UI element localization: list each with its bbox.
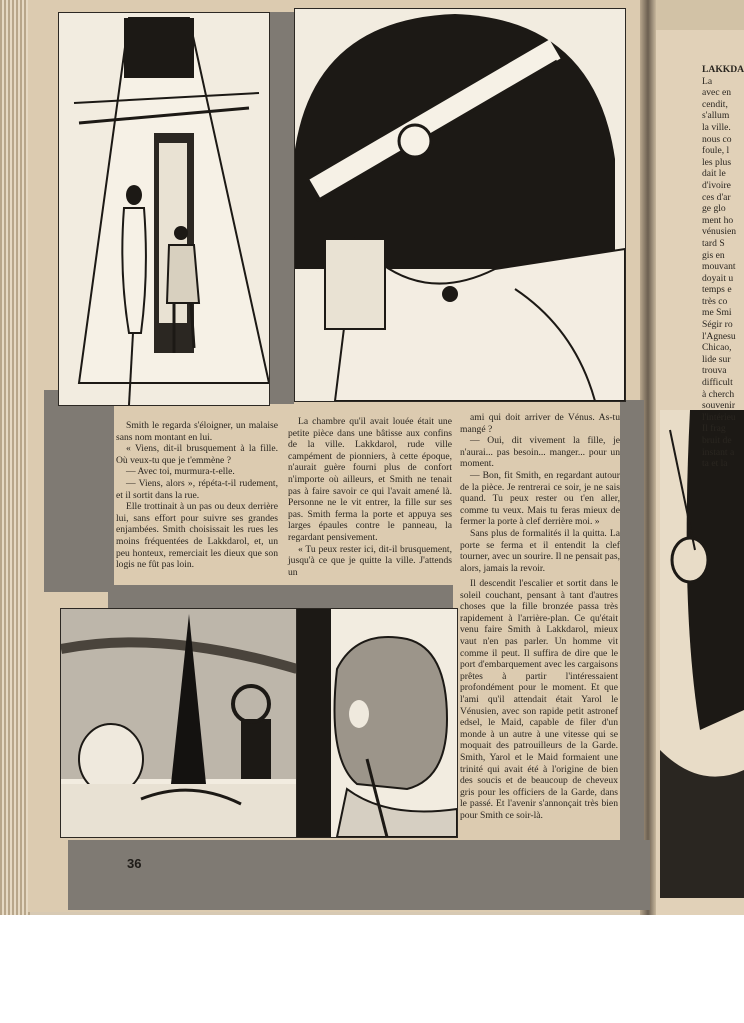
paragraph: « Viens, dit-il brusquement à la fille. Où veux-tu que je t'emmène ? — [116, 443, 278, 466]
facing-page-line: temps e — [702, 284, 732, 296]
text-column-2 — [288, 416, 452, 586]
page-edges — [0, 0, 30, 915]
facing-page-text — [702, 64, 744, 470]
facing-page-line: les plus — [702, 156, 732, 168]
illustration-facing-page-top — [656, 0, 744, 45]
facing-page-line: me Smi — [702, 307, 732, 319]
facing-page-line: trouva — [702, 365, 727, 377]
text-column-3 — [460, 412, 620, 572]
facing-page-top-art — [656, 0, 744, 45]
paragraph: « Tu peux rester ici, dit-il brusquement, jusqu'à ce que je quitte la ville. J'attends un — [288, 543, 452, 578]
facing-page-line: Ségir ro — [702, 319, 733, 331]
grey-band-left — [44, 390, 114, 592]
facing-page-line: très co — [702, 295, 728, 307]
facing-page-line: ge glo — [702, 203, 726, 215]
facing-page-line: Il frag — [702, 423, 726, 435]
facing-page-line: mouvant — [702, 261, 736, 273]
illustration-corridor-panel — [58, 12, 270, 406]
facing-page-line: La — [702, 75, 713, 87]
paragraph: Elle trottinait à un pas ou deux derrière lui, sans effort pour suivre ses grandes enjambées. Smith choisissait les rues les moins fréquentées de Lakkdarol, et, un peu honteux, remerciait les dieux que son logis ne fût pas loin. — [116, 501, 278, 571]
facing-page-line: foule, l — [702, 145, 730, 157]
illustration-facing-page-bottom — [660, 410, 744, 898]
facing-page-line: à cherch — [702, 388, 735, 400]
facing-page-line: vénusien — [702, 226, 737, 238]
facing-page-line: cendit, — [702, 98, 728, 110]
profile-illustration — [297, 609, 457, 837]
facing-page-line: tard S — [702, 237, 725, 249]
facing-page-line: lide sur — [702, 353, 731, 365]
facing-page-line: ces d'ar — [702, 191, 731, 203]
grey-band-top-divider — [268, 12, 294, 404]
facing-page-line: l'intérieu — [702, 411, 736, 423]
paragraph: Il descendit l'escalier et sortit dans le soleil couchant, pensant à tant d'autres choses que la fille bronzée passa très rapidement à l'arrière-plan. Ce qu'était venu faire Smith à Lakkdarol, mieux vaut n'en pas parler. Un homme vit comme il peut. Il suffira de dire que le port d'embarquement avec les cargaisons prêtes à partir l'intéressaient profondément pour le moment. Et que l'ami qu'il attendait était Yarol le Vénusien, avec son rapide petit astronef edsel, le Maid, capable de filer d'un monde à un autre à une vitesse qui se moquait des patrouilleurs de la Garde. Smith, Yarol et le Maid formaient une trinité qui avait été à l'origine de bien des soucis et de beaucoup de cheveux gris pour les officiers de la Garde, dans le passé. Et l'avenir s'annonçait très bien pour Smith ce soir-là. — [460, 578, 618, 821]
illustration-portrait-panel — [294, 8, 626, 402]
paragraph: ami qui doit arriver de Vénus. As-tu mangé ? — [460, 412, 620, 435]
facing-page-line: la ville. — [702, 121, 731, 133]
paragraph: Smith le regarda s'éloigner, un malaise sans nom montant en lui. — [116, 420, 278, 443]
paragraph: — Bon, fit Smith, en regardant autour de la pièce. Je rentrerai ce soir, je ne sais quand. Tu peux rester ou t'en aller, comme tu veux. Mais tu feras mieux de fermer la porte à clef derrière moi. » — [460, 469, 620, 528]
facing-page-line: souvenir — [702, 400, 736, 412]
facing-page-line: bruit de — [702, 435, 732, 446]
paragraph: Sans plus de formalités il la quitta. La porte se ferma et il entendit la clef tourner, avec un sourire. Il ne pensait pas, alors, jamais la revoir. — [460, 527, 620, 574]
rocket-illustration — [61, 609, 297, 837]
facing-page-line: ta et la — [702, 458, 728, 470]
text-column-1 — [116, 420, 278, 590]
grey-band-bottom — [68, 840, 650, 910]
page-number: 36 — [127, 856, 142, 871]
facing-page-figure-art — [660, 410, 744, 898]
corridor-illustration — [59, 13, 269, 405]
facing-page-line: dait le — [702, 168, 726, 180]
facing-page-line: ment ho — [702, 214, 734, 226]
facing-page-line: l'Agnesu — [702, 330, 736, 342]
portrait-illustration — [295, 9, 625, 401]
facing-page-line: nous co — [702, 133, 732, 145]
facing-page-line: s'allum — [702, 110, 730, 122]
illustration-profile-panel — [296, 608, 458, 838]
facing-page-line: LAKKDA — [702, 64, 744, 75]
facing-page-line: Chicao, — [702, 342, 732, 354]
grey-band-right — [620, 400, 644, 840]
facing-page-line: avec en — [702, 87, 732, 99]
paragraph: — Oui, dit vivement la fille, je n'aurai... pas besoin... manger... pour un moment. — [460, 435, 620, 470]
paragraph: — Viens, alors », répéta-t-il rudement, et il sortit dans la rue. — [116, 477, 278, 501]
illustration-rocket-panel — [60, 608, 298, 838]
paragraph: La chambre qu'il avait louée était une petite pièce dans une bâtisse aux confins de la ville. Lakkdarol, rude ville campément de pionniers, à cette époque, n'aurait guère fourni plus de confort n'importe où ailleurs, et Smith ne tenait pas à faire savoir ce qui l'avait amené là. Personne ne le vit entrer, la fille sur ses pas. Smith ferma la porte et appuya ses larges épaules contre le panneau, la regardant pensivement. — [288, 416, 452, 543]
facing-page-line: difficult — [702, 377, 733, 389]
text-column-4 — [460, 578, 618, 838]
facing-page-line: doyait u — [702, 272, 734, 284]
paragraph: — Avec toi, murmura-t-elle. — [126, 466, 235, 478]
facing-page-line: instant a — [702, 446, 735, 458]
facing-page-line: gis en — [702, 249, 725, 261]
facing-page-line: d'ivoire — [702, 179, 731, 191]
